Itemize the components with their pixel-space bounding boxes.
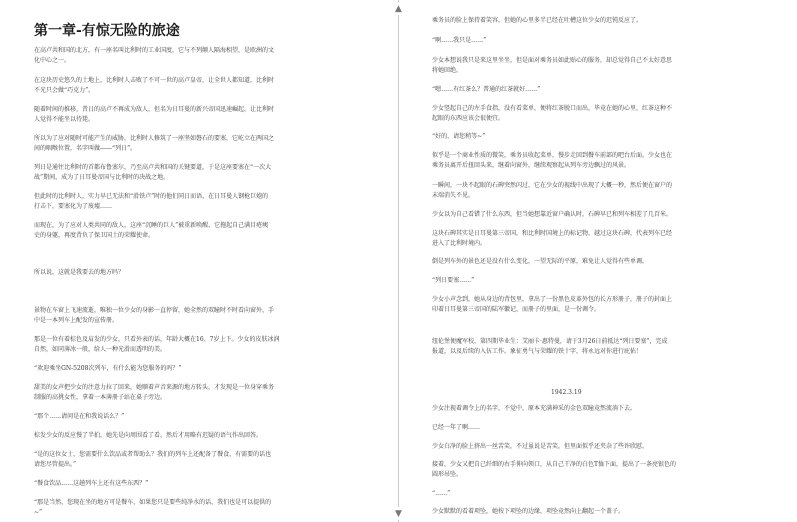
left-line: 战”期间，成为了日耳曼帝国与比利时的决战之地。 [34,174,170,181]
left-line: “那个……请问是在和我说话么？” [34,413,125,420]
right-line: 起眼的东西应该会很便宜。 [432,115,505,122]
right-line: 末端消失不见。 [432,192,475,199]
left-line: 在高卢共和国的北方，有一座名叫比利时的工业国度，它与不列颠人隔海相望，是欧洲的文 [34,47,275,54]
right-line: 将她回绝。 [432,67,463,74]
left-line: 随着时间的推移，昔日的高卢不再成为敌人，但名为日耳曼的新兴帝国迅速崛起，让比利时 [34,106,275,113]
left-line: 人觉得不能坐以待毙。 [34,116,95,123]
left-line: 史的身躯，再度背负了保卫国土的荣耀使命。 [34,232,155,239]
right-line: “好的，请您稍等~” [432,133,486,140]
right-line: “……” [432,490,451,497]
chapter-title: 第一章-有惊无险的旅途 [34,23,180,39]
right-line: 倒是列车外的景色还是没有什么变化，一望无际的平原，难免让人觉得有些单调。 [432,258,649,265]
left-line: 棕发少女的反应慢了半拍，她先是向周围看了看，然后才用略有迟疑的语气作出回答。 [34,432,263,439]
right-line: 乘务员离开后扭回头来，继着向窗外，继续观察起从列车旁边飘过的风景。 [432,162,631,169]
left-line: 打击下，要塞化为了废墟…… [34,203,113,210]
right-line: “嗯……有红茶么？普通的红茶就好……” [432,86,541,93]
right-line: 报道，以及后续的入伍工作。象征勇气与荣耀的铁十字，将永远对你进行庇佑！ [432,348,643,355]
left-line: “餐食饮品……这趟列车上还有这些东西？” [34,480,149,487]
chevron-down-icon[interactable]: ▼ [392,507,405,520]
right-line: 印着日耳曼第三帝国的陆军徽记，而册子的里面，是一份调令。 [432,306,601,313]
left-line: “是的这位女士，您需要什么饮品或者帮助么？我们的列车上还配备了餐食，有需要的话也 [34,451,272,458]
left-line: 甜美的女声把少女的注意力拉了回来，她顺着声音来源的地方转头，才发现是一位身穿乘务 [34,384,275,391]
right-line: 进入了比利时境内。 [432,240,487,247]
left-line: 但此时的比利时人，实力早已无法和“滑铁卢”时的他们同日而语，在日耳曼人钢枪巨炮的 [34,193,269,200]
left-line: 间的咽喉位置，名字叫做——“列日”。 [34,145,137,152]
right-line: 圆形吊坠。 [432,471,463,478]
left-line: ~” [34,509,43,516]
left-line: 请您尽管提出。” [34,461,77,468]
right-line: “啊……我只是……” [432,37,487,44]
right-line: 纽伦堡便魔军校，第四期毕业生：艾丽卡·惠特曼，请于3月26日前抵达“列日要塞”，完成 [432,338,668,345]
left-line: 景物在车窗上飞速流逝，唯独一位少女的身影一直停留，她全然的双瞳时不时看向窗外，手 [34,307,275,314]
right-line: 已经一年了啊…… [432,424,481,431]
left-line: 制服的高挑女性，拿着一本薄册子站在桌子旁边。 [34,394,167,401]
left-line: 那是一位有着棕色及肩发的少女，只看外表的话，年龄大概在16、7岁上下。少女的皮肤冰润 [34,336,280,343]
right-line: 少女白净的脸上挤出一丝苦笑，不过虽说是苦笑，但里面似乎还夹杂了些许欣慰。 [432,443,649,450]
right-line: 接着，少女又把自己纤细的右手伸向领口，从自己干净的白色T恤下面，提出了一条亮银色的 [432,461,677,468]
left-line: 而现在，为了应对人类共同的敌人，这座“沉睡的巨人”被重新唤醒，它拖起自己满目疮痍 [34,222,269,229]
left-line: 列日是通往比利时的首都布鲁塞尔，乃至高卢共和国的关键要道，于是这座要塞在“一次大 [34,164,272,171]
right-line: 似乎是一个商业性质的微笑，乘务员收起菜单，慢步走回到餐车前部的吧台后面。少女也在 [432,152,673,159]
right-line: 少女注视着调令上的名字，不觉中，原本充满神采的金色双瞳竟然流淌下去。 [432,405,637,412]
left-line: 所以为了应对随时可能产生的威胁，比利时人修筑了一座坚如磐石的要塞，它屹立在两国之 [34,135,275,142]
right-line: 一瞬间，一块不起眼的石碑突然闪过，它在少女的视线中出现了大概一秒，然后便在窗户的 [432,182,673,189]
left-line: 化中心之一。 [34,57,71,64]
left-line: 在这块历史悠久的土地上，比利时人击败了不可一世的高卢皇帝，让全世人都知道，比利时 [34,77,275,84]
right-line: 少女本想说我只是来这里坐坐，但是面对乘务员如此贴心的服务，却总觉得自己不太好意思 [432,57,673,64]
right-line: 少女以为自己看错了什么东西，但当她想靠近窗户确认时，石碑早已和列车相差了几百米。 [432,211,673,218]
left-line: “欢迎乘坐GN-5208次列车，有什么能为您服务的吗？” [34,365,182,372]
right-line: 少女小声念到，她从身边的背包里，拿出了一份黑色皮革外包的长方形册子，册子的封面上 [432,296,673,303]
right-line: “列日要塞……” [432,277,475,284]
right-line: 乘务员的脸上保持着笑容，但她的心里多半已经在吐槽这位少女的迟钝反应了。 [432,17,643,24]
left-line: 所以说，这就是我要去的地方吗？ [34,269,125,276]
date-heading: 1942.3.19 [551,389,582,396]
left-line: 不光只会做“巧克力”。 [34,87,95,94]
left-line: “那是当然，您现在坐的地方可是餐车，如果您只是要些纯净水的话，我们也是可以提供的 [34,499,272,506]
right-line: 这块石碑其实是日耳曼第三帝国，和比利时国境上的标记物，越过这块石碑，代表列车已经 [432,230,673,237]
chevron-up-icon[interactable]: ▲ [392,2,405,15]
right-line: 少女默默的看着项坠，她按下项坠的边缘，项坠竟然向上翻起一个盖子。 [432,508,625,515]
left-line: 自然，如同薄冰一般，给人一种光滑而透明的美。 [34,346,167,353]
right-line: 少女竖起自己的左手食指，没有看菜单，便将红茶脱口而出，毕竟在她的心里，红茶这种不 [432,105,673,112]
left-line: 中是一本列车上配发的宣传册。 [34,317,119,324]
